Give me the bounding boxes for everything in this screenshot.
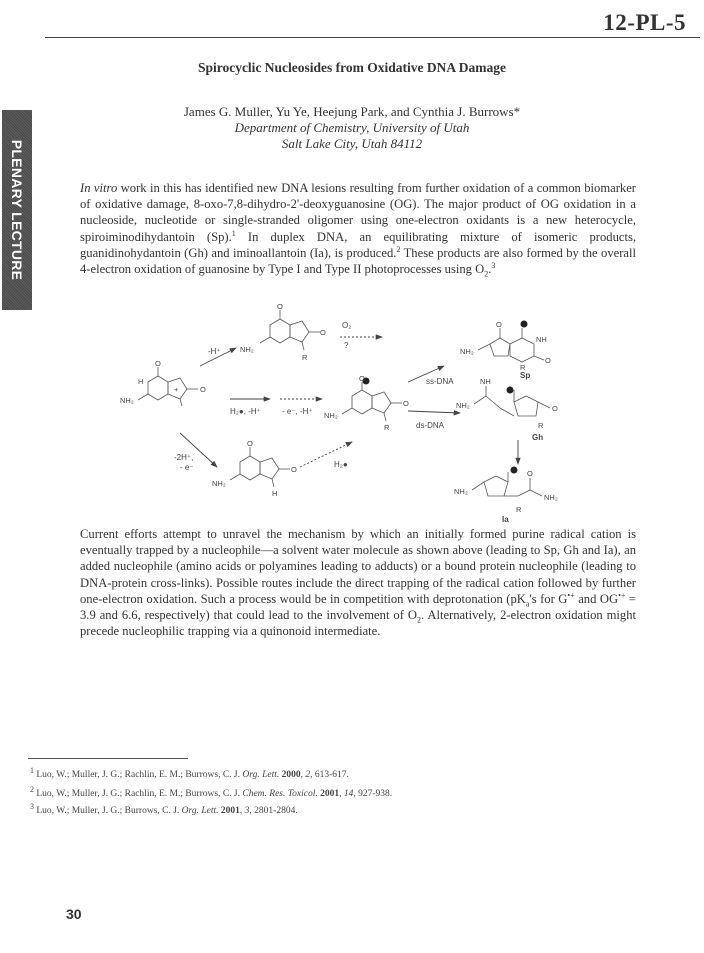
atom-label: R <box>384 423 390 432</box>
label-minus-2h: -2H⁺, <box>174 453 194 462</box>
footnote-rule <box>28 758 188 759</box>
atom-label: O <box>247 439 253 448</box>
label-ss-dna: ss-DNA <box>426 377 454 386</box>
atom-label: O <box>291 465 297 474</box>
atom-label: O <box>155 359 161 368</box>
label-h2o: H₂● <box>334 460 348 469</box>
label-minus-e: - e⁻ <box>180 463 194 472</box>
hydrated-intermediate-structure <box>342 382 402 421</box>
atom-label: O <box>277 302 283 311</box>
label-sp: Sp <box>520 371 531 380</box>
footnote: $^1$ Luo, W.; Muller, J. G.; Rachlin, E. M.; Burrows, C. J. Org. Lett. 2000, 2, 613-617. <box>30 765 349 780</box>
footnote-year: 2000 <box>281 770 301 780</box>
in-vitro-italic: In vitro <box>80 181 118 195</box>
page-number: 30 <box>66 906 82 922</box>
footnote-pages: 613-617. <box>314 770 349 780</box>
labeled-oxygen-dot <box>521 321 528 328</box>
atom-label: O <box>527 469 533 478</box>
footnote-year: 2001 <box>320 789 340 799</box>
footnote-pages: 927-938. <box>358 789 393 799</box>
reaction-scheme <box>90 300 610 525</box>
atom-label: O <box>552 404 558 413</box>
guanine-radical-cation-structure <box>138 367 198 406</box>
atom-label: H <box>138 377 144 386</box>
atom-label: R <box>516 505 522 514</box>
og-radical-sup: •+ <box>618 590 626 600</box>
atom-label: NH₂ <box>324 411 338 420</box>
atom-label: NH <box>536 335 547 344</box>
paragraph-intro: In vitro work in this has identified new DNA lesions resulting from further oxidation of a common biomarker of oxidative damage, 8-oxo-7,8-dihydro-2'-deoxyguanosine (OG). The major product of OG oxidation in a nucleoside, nucleotide or single-stranded oligomer using one-electron oxidants is a new heterocycle, spiroiminodihydantoin (Sp).$^1$ In duplex DNA, an equilibrating mixture of isomeric products, guanidinohydantoin (Gh) and iminoallantoin (Ia), is produced.$^2$ These products are also formed by the overall 4-electron oxidation of guanosine by Type I and Type II photoprocesses using $O_2.^3$ <box>80 181 636 279</box>
footnote-journal: Org. Lett. <box>181 806 219 816</box>
footnote-volume: 14 <box>343 789 354 799</box>
abstract-code: 12-PL-5 <box>603 10 686 35</box>
footnote-journal: Chem. Res. Toxicol. <box>242 789 318 799</box>
paper-title: Spirocyclic Nucleosides from Oxidative DNA Damage <box>197 60 507 75</box>
atom-label: H <box>272 489 278 498</box>
footnote-authors: Luo, W.; Muller, J. G.; Burrows, C. J. <box>36 806 180 816</box>
label-minus-h: -H⁺ <box>208 347 221 356</box>
atom-label: NH₂ <box>544 493 558 502</box>
atom-label: NH₂ <box>454 487 468 496</box>
author-department: Department of Chemistry, University of Utah <box>234 120 470 135</box>
oxog-radical-structure <box>260 310 320 350</box>
intro-text-a: work in this has identified new DNA lesions resulting from further oxidation of a common biomarker of oxidative damage, 8-oxo-7,8-dihydro-2'-deoxyguanosine (OG). The major product of OG oxidation in a nucleoside, nucleotide or single-stranded oligomer using one-electron oxidants is a new heterocycle, spiroiminodihydantoin (Sp). <box>80 181 636 244</box>
quinonoid-intermediate-structure <box>230 447 290 487</box>
label-ia: Ia <box>502 515 509 524</box>
mechanism-text-c: and OG <box>574 591 619 606</box>
label-gh: Gh <box>532 433 544 442</box>
footnote-authors: Luo, W.; Muller, J. G.; Rachlin, E. M.; Burrows, C. J. <box>36 789 240 799</box>
atom-label: NH₂ <box>240 345 254 354</box>
atom-label: + <box>174 385 179 394</box>
mechanism-text-a: Current efforts attempt to unravel the mechanism by which an initially formed purine radical cation is eventually trapped by a nucleophile—a solvent water molecule as shown above (leading to Sp, Gh and Ia), an added nucleophile (amino acids or polyamines leading to adducts) or a bound protein nucleophile (leading to DNA-protein cross-links). Possible routes include the direct trapping of the radical cation followed by further one-electron oxidation. Such a process would be in competition with deprotonation (pK <box>80 527 636 606</box>
atom-label: O <box>496 320 502 329</box>
atom-label: R <box>302 353 308 362</box>
footnote-number: 1 <box>30 765 34 775</box>
o2-subscript: 2 <box>416 615 421 625</box>
author-names: James G. Muller, Yu Ye, Heejung Park, and Cynthia J. Burrows* <box>183 104 521 119</box>
labeled-oxygen-dot <box>507 387 514 394</box>
atom-label: NH <box>480 377 491 386</box>
label-minus-e-minus-h: - e⁻, -H⁺ <box>282 407 313 416</box>
footnote-volume: 2 <box>305 770 311 780</box>
sp-structure <box>478 328 544 362</box>
o2-subscript: 2 <box>484 269 489 279</box>
label-o2: O₂ <box>342 321 352 330</box>
author-location: Salt Lake City, Utah 84112 <box>281 136 423 151</box>
paragraph-mechanism <box>80 526 636 639</box>
footnote-year: 2001 <box>220 806 240 816</box>
footnote-authors: Luo, W.; Muller, J. G.; Rachlin, E. M.; Burrows, C. J. <box>36 770 240 780</box>
mechanism-text-d: = 3.9 and 6.6, respectively) that could lead to the involvement of O <box>80 591 637 623</box>
header-rule <box>45 37 700 38</box>
ka-subscript: a <box>525 599 530 609</box>
mechanism-text-b: 's for G <box>529 591 568 606</box>
atom-label: NH₂ <box>456 401 470 410</box>
atom-label: NH₂ <box>212 479 226 488</box>
footnote-number: 2 <box>30 784 34 794</box>
atom-label: O <box>545 356 551 365</box>
side-tab-label: PLENARY LECTURE <box>9 139 25 281</box>
atom-label: R <box>520 363 526 372</box>
atom-label: NH₂ <box>460 347 474 356</box>
label-ds-dna: ds-DNA <box>416 421 445 430</box>
footnote-pages: 2801-2804. <box>254 806 298 816</box>
atom-label: O <box>359 374 365 383</box>
label-question: ? <box>344 341 349 350</box>
intro-text-c: These products are also formed by the overall 4-electron oxidation of guanosine by Type I and Type II photoprocesses using O <box>80 245 636 277</box>
footnote-number: 3 <box>30 801 34 811</box>
ref-2: 2 <box>396 244 401 254</box>
footnote-volume: 3 <box>244 806 250 816</box>
intro-text-b: In duplex DNA, an equilibrating mixture of isomeric products, guanidinohydantoin (Gh) and iminoallantoin (Ia), is produced. <box>80 229 636 260</box>
label-h2o-minus-h: H₂●, -H⁺ <box>230 407 261 416</box>
atom-label: O <box>403 399 409 408</box>
ref-1: 1 <box>231 228 236 238</box>
atom-label: NH₂ <box>120 396 134 405</box>
atom-label: R <box>538 421 544 430</box>
atom-label: O <box>320 328 326 337</box>
arrow-ds-dna <box>408 411 460 413</box>
atom-label: O <box>200 385 206 394</box>
mechanism-text-e: . Alternatively, 2-electron oxidation might precede nucleophilic trapping via a quinonoid intermediate. <box>80 608 637 639</box>
footnote-journal: Org. Lett. <box>242 770 280 780</box>
author-block <box>0 104 704 152</box>
footnote: $^3$ Luo, W.; Muller, J. G.; Burrows, C. J. Org. Lett. 2001, 3, 2801-2804. <box>30 801 298 816</box>
footnote: $^2$ Luo, W.; Muller, J. G.; Rachlin, E. M.; Burrows, C. J. Chem. Res. Toxicol. 2001, 14, 927-938. <box>30 784 393 799</box>
ref-3: 3 <box>491 260 496 270</box>
g-radical-sup: •+ <box>567 590 575 600</box>
labeled-oxygen-dot <box>511 467 518 474</box>
